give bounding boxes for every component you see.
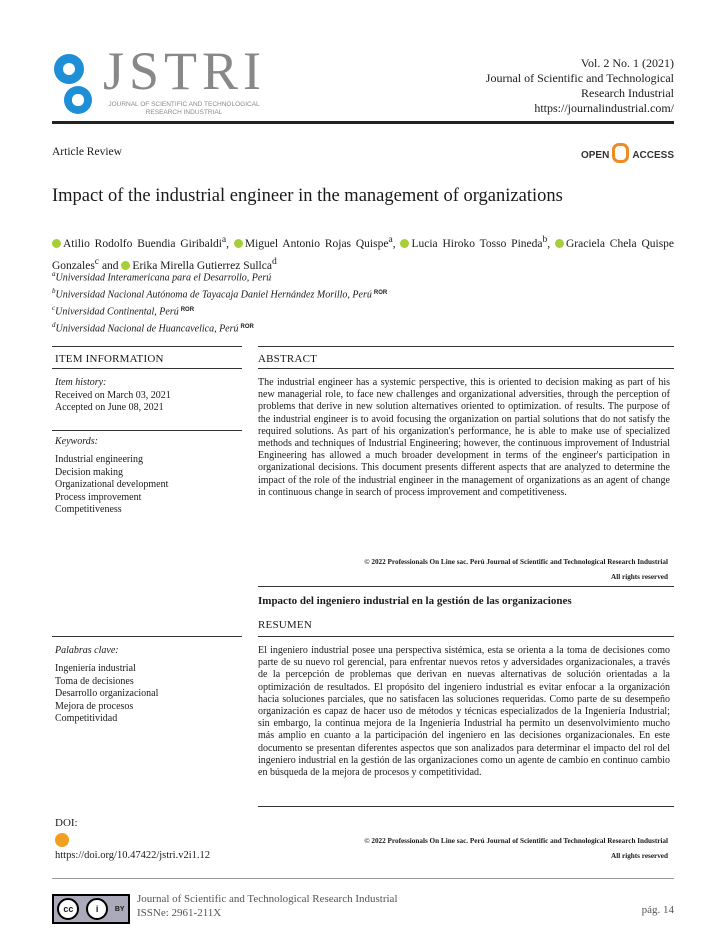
journal-url[interactable]: https://journalindustrial.com/: [534, 101, 674, 115]
journal-name-line1: Journal of Scientific and Technological: [485, 71, 674, 85]
journal-logo-text: JSTRI: [103, 41, 267, 101]
affiliation: $^a$Universidad Interamericana para el Desarrollo, Perú: [52, 270, 272, 284]
article-title: Impact of the industrial engineer in the management of organizations: [52, 186, 563, 206]
affiliation: $^c$Universidad Continental, Perú $^{ROR}$: [52, 304, 195, 318]
author-sup: c: [94, 255, 100, 267]
divider: [258, 806, 674, 807]
keyword: Decision making: [55, 466, 124, 478]
author-name: Miguel Antonio Rojas Quispe: [244, 237, 389, 250]
open-access-lock-icon: [612, 143, 629, 163]
divider: [258, 636, 674, 637]
author-sup: a: [388, 234, 393, 245]
palabras-clave-list: [55, 663, 158, 726]
divider: [52, 636, 242, 637]
author-sup: d: [271, 255, 277, 267]
page-number: pág. 14: [641, 904, 674, 916]
gear-icon: [64, 86, 92, 114]
item-info-heading: ITEM INFORMATION: [55, 353, 164, 365]
affiliation: $^d$Universidad Nacional de Huancavelica, Perú $^{ROR}$: [52, 321, 254, 335]
open-access-left: OPEN: [580, 150, 610, 161]
received-date: Received on March 03, 2021: [55, 390, 171, 401]
footer-journal: Journal of Scientific and Technological Research Industrial: [137, 893, 398, 905]
divider: [258, 346, 674, 347]
orcid-icon[interactable]: [400, 239, 409, 248]
orcid-icon[interactable]: [52, 239, 61, 248]
author-list: Atilio Rodolfo Buendia Giribaldi$^a$, Miguel Antonio Rojas Quispe$^a$, Lucia Hiroko Tosso Pineda$^b$, Graciela Chela Quispe Gonzales$^c$ and Erika Mirella Gutierrez Sullca$^d$: [52, 234, 675, 272]
keyword: Process improvement: [55, 491, 142, 503]
resumen-rights: All rights reserved: [611, 852, 668, 860]
open-access-badge: [581, 143, 674, 163]
author-sup: a: [221, 234, 227, 245]
abstract-text: The industrial engineer has a systemic perspective, this is oriented to decision making as part of his new managerial role, to face new challenges and organizational adversities, through the perception of problems that derive in new solution alternatives oriented to optimization. of results. The purpose of the industrial engineer is to avoid focusing the organization on partial solutions that do not satisfy the required solutions. As part of his organization's performance, he is able to make use of specialized methods and techniques of Industrial Engineering; however, the continuous improvement of Industrial Engineering has allowed a much broader development in terms of the engineer's participation in organizational decisions. This document presents different aspects that are analyzed to determine the impact of the role of the industrial engineer in the management of organizations as an agent of change in continuous change in search of process improvement and competitiveness.: [258, 377, 670, 498]
ror-icon: ROR: [373, 290, 388, 297]
keywords-label: Keywords:: [55, 436, 98, 447]
keyword: Industrial engineering: [55, 454, 144, 465]
author-name: Erika Mirella Gutierrez Sullca: [132, 259, 272, 272]
header-rule: [52, 121, 674, 124]
keyword: Organizational development: [55, 479, 169, 490]
accepted-date: Accepted on June 08, 2021: [55, 402, 164, 413]
author-name: Atilio Rodolfo Buendia Giribaldi: [63, 237, 222, 250]
article-type: Article Review: [52, 146, 122, 158]
journal-header-info: [486, 56, 674, 116]
affiliation: $^b$Universidad Nacional Autónoma de Tayacaja Daniel Hernández Morillo, Perú $^{ROR}$: [52, 287, 388, 301]
cc-license-badge[interactable]: [52, 894, 130, 924]
footer-info: [137, 892, 398, 920]
footer-divider: [52, 878, 674, 879]
cc-by-label: BY: [114, 905, 125, 913]
keyword: Competitiveness: [55, 504, 122, 515]
doi-link[interactable]: https://doi.org/10.47422/jstri.v2i1.12: [55, 850, 210, 861]
keyword: Mejora de procesos: [55, 700, 134, 712]
divider: [52, 368, 242, 369]
abstract-heading: ABSTRACT: [258, 353, 318, 365]
keyword: Desarrollo organizacional: [55, 688, 159, 699]
resumen-heading: RESUMEN: [258, 619, 312, 631]
item-history-label: Item history:: [55, 377, 107, 388]
gear-icon: [54, 54, 84, 84]
palabras-clave-label: Palabras clave:: [55, 645, 119, 656]
open-access-right: ACCESS: [632, 150, 674, 161]
resumen-text: El ingeniero industrial posee una perspectiva sistémica, esta se orienta a la toma de decisiones como parte de su nuevo rol gerencial, para enfrentar nuevos retos y adversidades organizacionales, a través de la percepción de problemas que derivan en nuevas alternativas de solución orientadas a la optimización de resultados. El propósito del ingeniero industrial es evitar enfocar a la organización hacia soluciones parciales, que no satisfacen las soluciones requeridas. Como parte de su desempeño organización es capaz de hacer uso de métodos y técnicas especializados de la Ingeniería Industrial; sin embargo, la continua mejora de la Ingeniería Industrial ha permito un desenvolvimiento mucho más amplio en cuanto a la participación del ingeniero en las decisiones organizacionales. En este documento se presentan diferentes aspectos que son analizados para determinar el impacto del rol del ingeniero industrial en la gestión de las organizaciones como un agente de cambio en continuo cambio en búsqueda de la mejora de procesos y competitividad.: [258, 645, 670, 779]
abstract-rights: All rights reserved: [611, 573, 668, 581]
divider: [52, 346, 242, 347]
footer-issn: ISSNe: 2961-211X: [137, 907, 222, 919]
by-icon: i: [86, 898, 108, 920]
journal-name-line2: Research Industrial: [581, 86, 674, 100]
divider: [52, 430, 242, 431]
doi-label: DOI:: [55, 817, 78, 829]
cc-icon: cc: [57, 898, 79, 920]
authors-and: and: [101, 259, 119, 272]
orcid-icon[interactable]: [121, 261, 130, 270]
doi-icon: [55, 833, 69, 847]
author-name: Graciela Chela Quispe Gonzales: [52, 237, 675, 272]
divider: [258, 586, 674, 587]
keyword: Competitividad: [55, 713, 118, 724]
divider: [258, 368, 674, 369]
keyword: Toma de decisiones: [55, 675, 134, 687]
journal-logo-subtitle: JOURNAL OF SCIENTIFIC AND TECHNOLOGICAL RESEARCH INDUSTRIAL: [108, 101, 260, 116]
author-name: Lucia Hiroko Tosso Pineda: [411, 237, 543, 250]
keyword: Ingeniería industrial: [55, 663, 136, 674]
volume-label: Vol. 2 No. 1 (2021): [580, 56, 674, 70]
orcid-icon[interactable]: [234, 239, 243, 248]
keywords-list: [55, 454, 168, 517]
orcid-icon[interactable]: [555, 239, 564, 248]
resumen-copyright: © 2022 Professionals On Line sac. Perú Journal of Scientific and Technological Research Industrial: [364, 837, 668, 845]
abstract-copyright: © 2022 Professionals On Line sac. Perú Journal of Scientific and Technological Research Industrial: [364, 558, 668, 566]
ror-icon: ROR: [240, 324, 254, 331]
ror-icon: ROR: [180, 307, 195, 314]
spanish-title: Impacto del ingeniero industrial en la gestión de las organizaciones: [258, 595, 572, 607]
author-sup: b: [542, 234, 548, 245]
